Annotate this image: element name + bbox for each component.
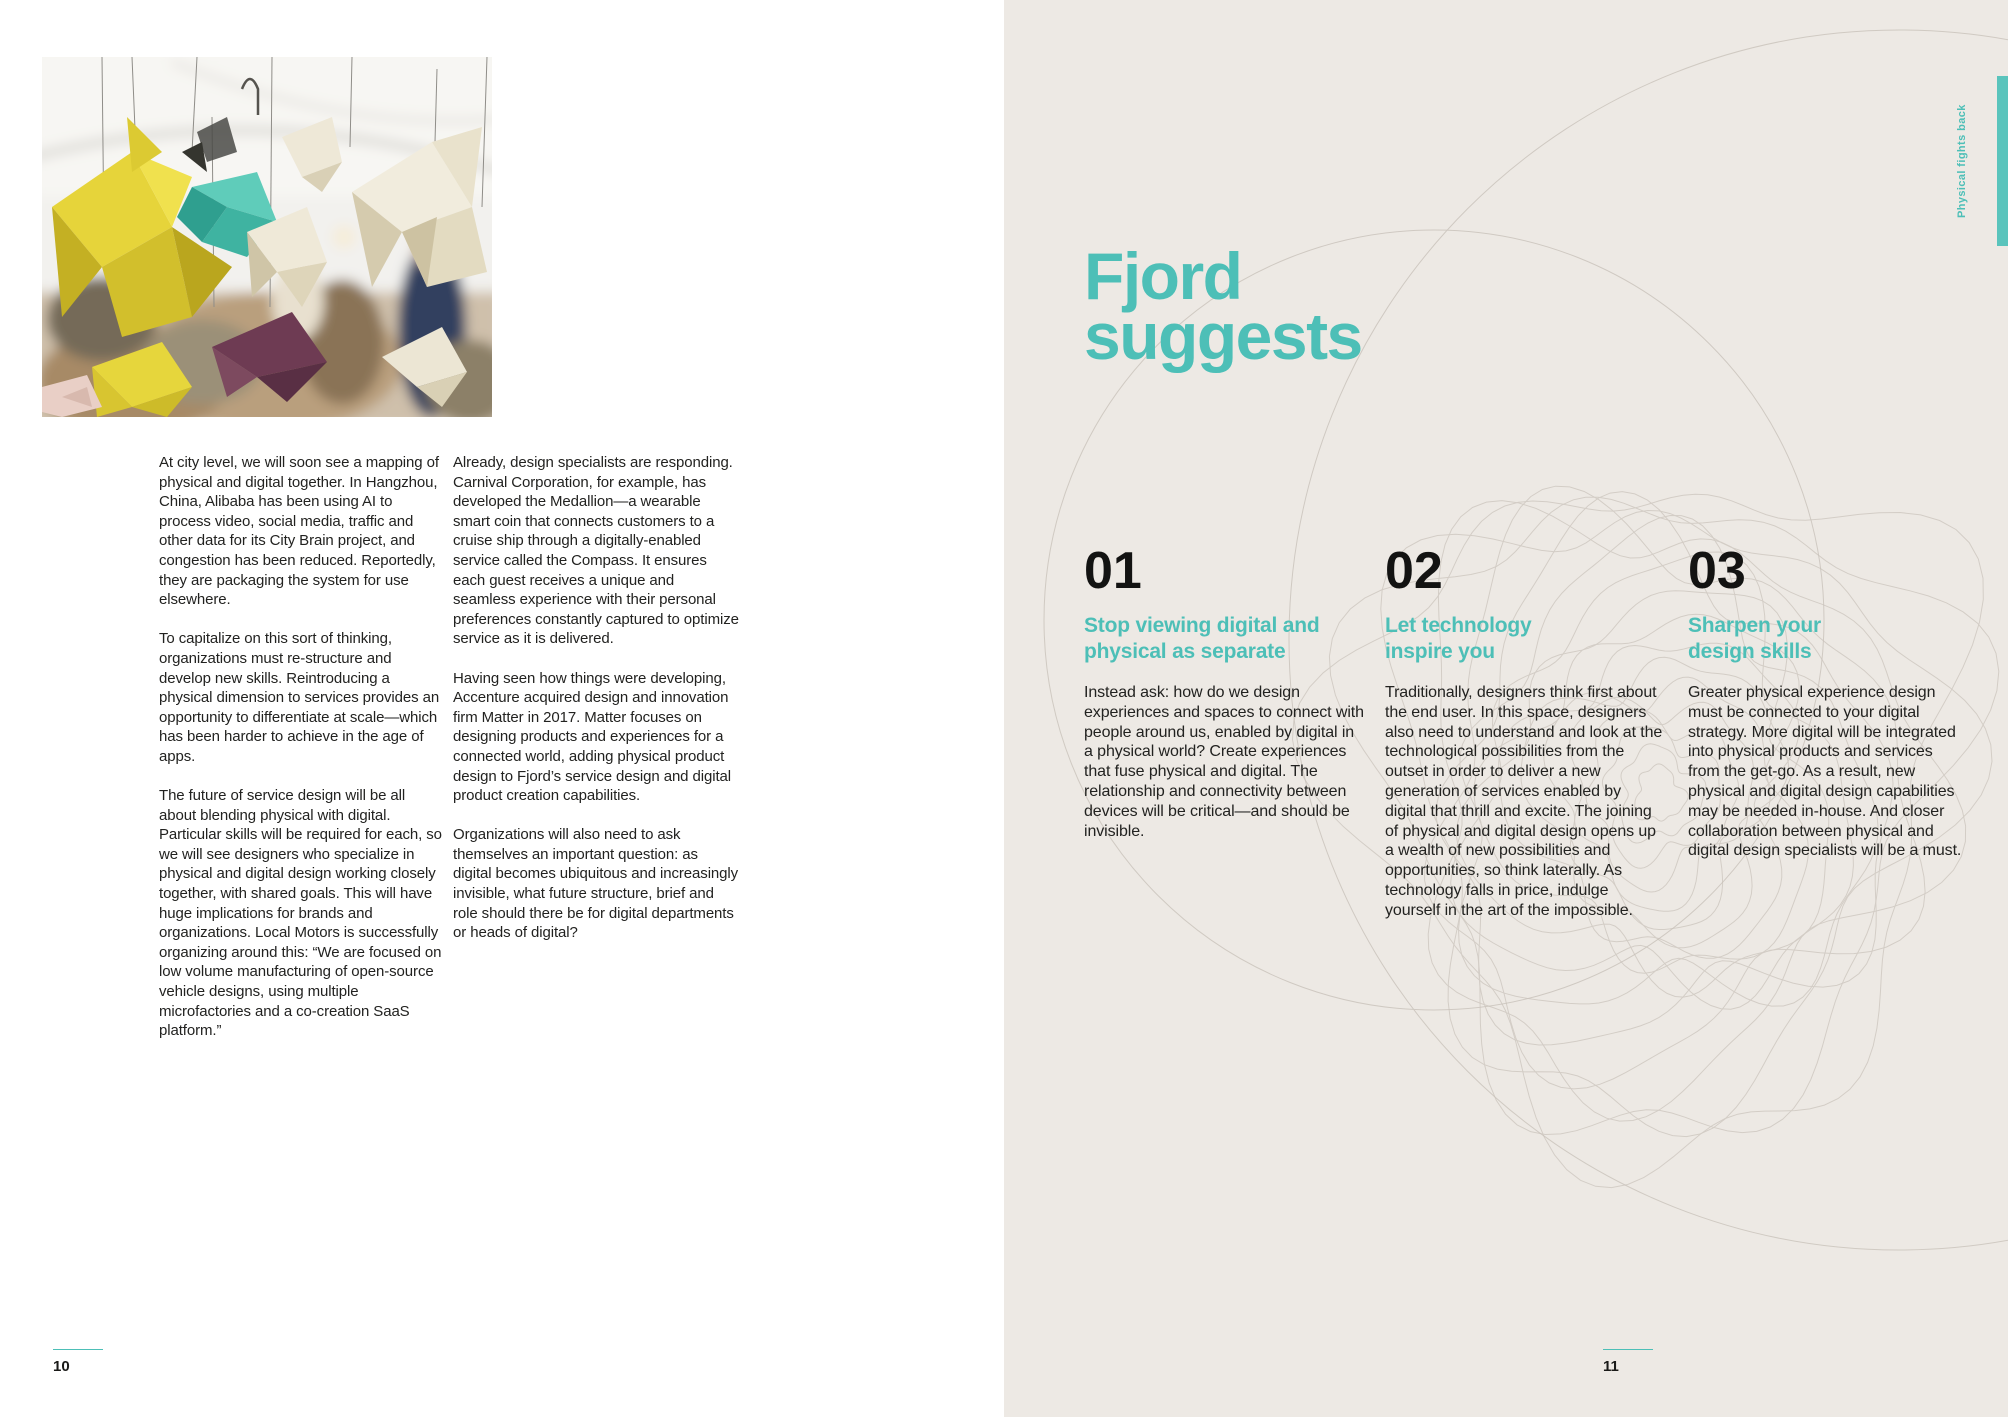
suggestion-number: 02	[1385, 542, 1443, 600]
paragraph: The future of service design will be all about blending physical with digital. Particular skills will be required for each, so we will see designers who specialize in physical and digital design working closely together, with shared goals. This will have huge implications for brands and organizations. Local Motors is successfully organizing around this: “We are focused on low volume manufacturing of open-source vehicle designs, using multiple microfactories and a co-creation SaaS platform.”	[159, 787, 442, 1040]
suggestion-heading	[1688, 613, 1968, 665]
page-number-left: 10	[53, 1358, 70, 1375]
paragraph: Organizations will also need to ask themselves an important question: as digital becomes ubiquitous and increasingly invisible, what future structure, brief and role should there be for digital departments or heads of digital?	[453, 826, 739, 942]
suggestion-item-2	[1385, 542, 1665, 921]
heading-line: Sharpen your	[1688, 614, 1821, 637]
suggestion-item-1	[1084, 542, 1364, 841]
suggestion-body: Traditionally, designers think first about the end user. In this space, designers also need to understand and look at the technological possibilities from the outset in order to deliver a new generation of services enabled by digital that thrill and excite. The joining of physical and digital design opens up a wealth of new possibilities and opportunities, so think laterally. As technology falls in price, indulge yourself in the art of the impossible.	[1385, 684, 1663, 919]
right-page	[1004, 0, 2008, 1417]
page-title-line2: suggests	[1084, 299, 1362, 373]
chapter-tab-bar	[1997, 76, 2008, 246]
suggestion-item-3	[1688, 542, 1968, 861]
paragraph: At city level, we will soon see a mapping of physical and digital together. In Hangzhou, China, Alibaba has been using AI to process video, social media, traffic and other data for its City Brain project, and congestion has been reduced. Reportedly, they are packaging the system for use elsewhere.	[159, 454, 439, 609]
page-title-line1: Fjord	[1084, 239, 1242, 313]
page-title	[1084, 239, 1362, 373]
suggestion-heading	[1385, 613, 1665, 665]
paragraph: Having seen how things were developing, Accenture acquired design and innovation firm Matter in 2017. Matter focuses on designing products and experiences for a connected world, adding physical product design to Fjord’s service design and digital product creation capabilities.	[453, 669, 731, 805]
suggestion-heading	[1084, 613, 1364, 665]
origami-photo	[42, 57, 492, 417]
origami-photo-illustration	[42, 57, 492, 417]
article-column-1	[159, 453, 445, 1041]
chapter-tab-label: Physical fights back	[1956, 104, 1968, 218]
suggestion-body: Instead ask: how do we design experiences and spaces to connect with people around us, enabled by digital in a physical world? Create experiences that fuse physical and digital. The relationship and connectivity between devices will be critical—and should be invisible.	[1084, 684, 1364, 840]
heading-line: Stop viewing digital and	[1084, 614, 1320, 637]
heading-line: physical as separate	[1084, 640, 1286, 663]
suggestion-number: 03	[1688, 542, 1746, 600]
folio-rule-left	[53, 1349, 103, 1350]
suggestion-number: 01	[1084, 542, 1142, 600]
heading-line: design skills	[1688, 640, 1812, 663]
page-number-right: 11	[1603, 1358, 1619, 1375]
article-column-2	[453, 453, 739, 943]
heading-line: Let technology	[1385, 614, 1532, 637]
paragraph: Already, design specialists are responding. Carnival Corporation, for example, has developed the Medallion—a wearable smart coin that connects customers to a cruise ship through a digitally-enabled service called the Compass. It ensures each guest receives a unique and seamless experience with their personal preferences constantly captured to optimize service as it is delivered.	[453, 454, 739, 648]
suggestion-body: Greater physical experience design must be connected to your digital strategy. More digital will be integrated into physical products and services from the get-go. As a result, new physical and digital design capabilities may be needed in-house. And closer collaboration between physical and digital design specialists will be a must.	[1688, 684, 1962, 860]
folio-rule-right	[1603, 1349, 1653, 1350]
paragraph: To capitalize on this sort of thinking, organizations must re-structure and develop new skills. Reintroducing a physical dimension to services provides an opportunity to differentiate at scale—which has been harder to achieve in the age of apps.	[159, 630, 440, 765]
heading-line: inspire you	[1385, 640, 1495, 663]
